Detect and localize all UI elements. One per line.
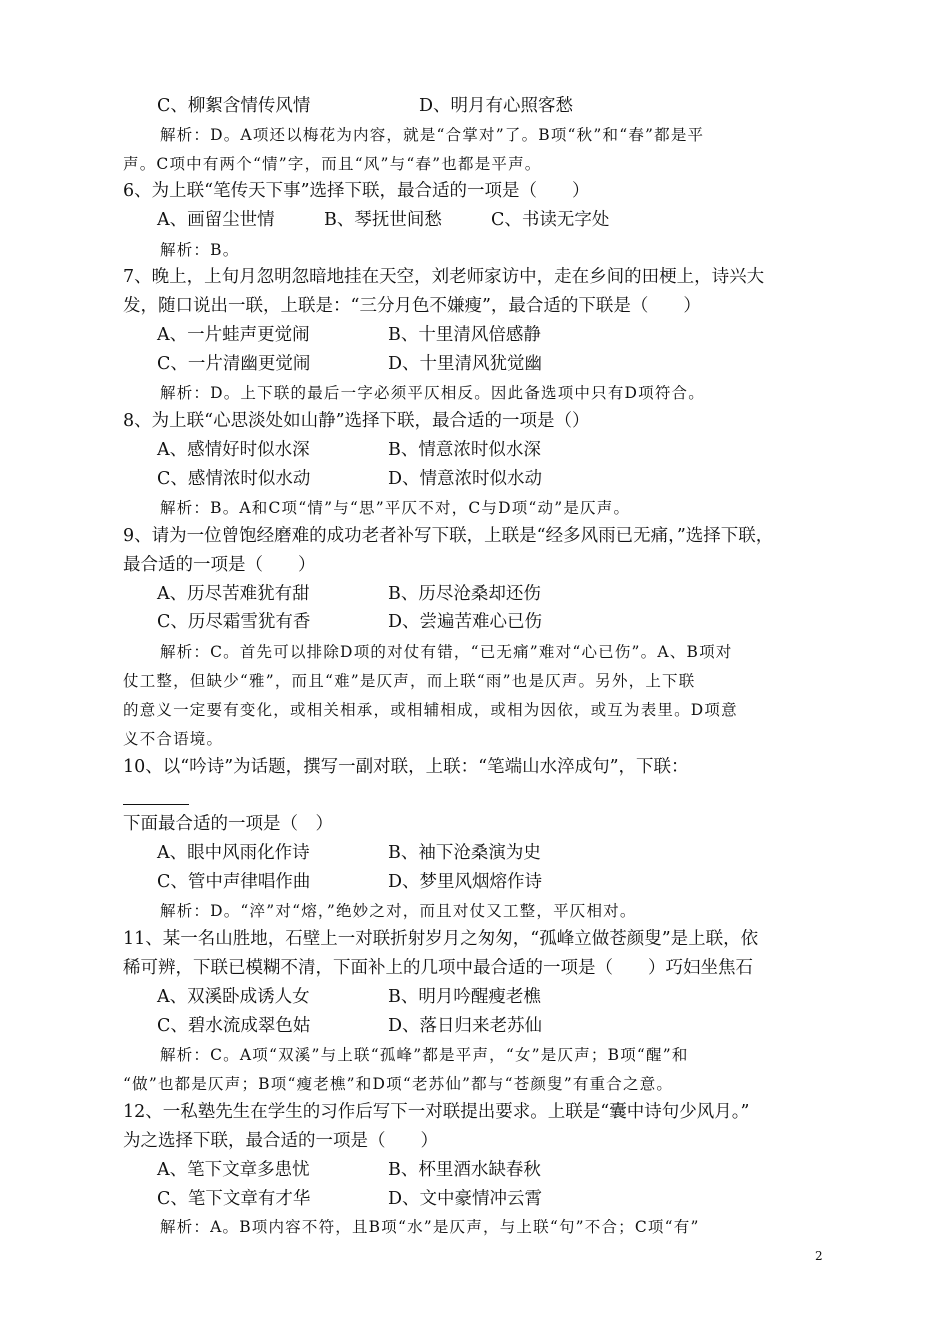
option-text: B、杯里酒水缺春秋	[388, 1160, 541, 1180]
option-text: D、尝遍苦难心已伤	[388, 612, 543, 632]
question-text: 6、为上联“笔传天下事”选择下联，最合适的一项是（ ）	[123, 181, 590, 201]
option-text: C、柳絮含情传风情	[157, 96, 311, 116]
analysis-text: 解析：D。上下联的最后一字必须平仄相反。因此备选项中只有D项符合。	[160, 384, 705, 402]
analysis-text: “做”也都是仄声；B项“瘦老樵”和D项“老苏仙”都与“苍颜叟”有重合之意。	[123, 1075, 674, 1093]
question-text: 稀可辨，下联已模糊不清，下面补上的几项中最合适的一项是（ ）巧妇坐焦石	[123, 958, 753, 978]
option-text: B、十里清风倍感静	[388, 325, 541, 345]
analysis-text: 声。C项中有两个“情”字，而且“风”与“春”也都是平声。	[123, 155, 542, 173]
option-text: D、情意浓时似水动	[388, 469, 543, 489]
option-text: A、一片蛙声更觉闹	[157, 325, 310, 345]
analysis-text: 解析：D。“淬”对“熔，”绝妙之对，而且对仗又工整，平仄相对。	[160, 902, 637, 920]
option-text: A、双溪卧成诱人女	[157, 987, 310, 1007]
analysis-text: 解析：B。A和C项“情”与“思”平仄不对，C与D项“动”是仄声。	[160, 499, 631, 517]
option-text: A、历尽苦难犹有甜	[157, 584, 310, 604]
option-text: A、眼中风雨化作诗	[157, 843, 310, 863]
question-text: 发，随口说出一联，上联是：“三分月色不嫌瘦”，最合适的下联是（ ）	[123, 296, 701, 316]
question-text: 9、请为一位曾饱经磨难的成功老者补写下联，上联是“经多风雨已无痛，”选择下联，	[123, 526, 774, 546]
option-text: C、书读无字处	[491, 210, 610, 230]
page-number: 2	[815, 1249, 823, 1263]
option-text: C、一片清幽更觉闹	[157, 354, 311, 374]
analysis-text: 解析：C。首先可以排除D项的对仗有错，“已无痛”难对“心已伤”。A、B项对	[160, 643, 733, 661]
analysis-text: 解析：B。	[160, 241, 240, 259]
question-text: 11、某一名山胜地，石壁上一对联折射岁月之匆匆，“孤峰立做苍颜叟”是上联，依	[123, 929, 759, 949]
analysis-text: 仗工整，但缺少“雅”，而且“难”是仄声，而上联“雨”也是仄声。另外，上下联	[123, 672, 696, 690]
analysis-text: 义不合语境。	[123, 730, 224, 748]
option-text: C、感情浓时似水动	[157, 469, 311, 489]
analysis-text: 解析：D。A项还以梅花为内容，就是“合掌对”了。B项“秋”和“春”都是平	[160, 126, 705, 144]
option-text: B、情意浓时似水深	[388, 440, 541, 460]
analysis-text: 的意义一定要有变化，或相关相承，或相辅相成，或相为因依，或互为表里。D项意	[123, 701, 738, 719]
analysis-text: 解析：C。A项“双溪”与上联“孤峰”都是平声，“女”是仄声；B项“醒”和	[160, 1046, 689, 1064]
option-text: D、十里清风犹觉幽	[388, 354, 543, 374]
option-text: C、管中声律唱作曲	[157, 872, 311, 892]
answer-blank-line	[123, 804, 189, 805]
question-text: 10、以“吟诗”为话题，撰写一副对联，上联：“笔端山水淬成句”，下联：	[123, 757, 689, 777]
option-text: D、落日归来老苏仙	[388, 1016, 543, 1036]
question-text: 最合适的一项是（ ）	[123, 555, 316, 575]
question-text: 7、晚上，上旬月忽明忽暗地挂在天空，刘老师家访中，走在乡间的田梗上，诗兴大	[123, 267, 765, 287]
question-text: 8、为上联“心思淡处如山静”选择下联，最合适的一项是（）	[123, 411, 590, 431]
option-text: A、感情好时似水深	[157, 440, 310, 460]
option-text: C、历尽霜雪犹有香	[157, 612, 311, 632]
analysis-text: 解析：A。B项内容不符，且B项“水”是仄声，与上联“句”不合；C项“有”	[160, 1218, 700, 1236]
option-text: C、笔下文章有才华	[157, 1189, 311, 1209]
option-text: B、袖下沧桑演为史	[388, 843, 541, 863]
question-text: 12、一私塾先生在学生的习作后写下一对联提出要求。上联是“囊中诗句少风月。”	[123, 1102, 750, 1122]
option-text: A、画留尘世情	[157, 210, 275, 230]
option-text: D、文中豪情冲云霄	[388, 1189, 543, 1209]
option-text: B、历尽沧桑却还伤	[388, 584, 541, 604]
question-text: 为之选择下联，最合适的一项是（ ）	[123, 1131, 438, 1151]
option-text: D、梦里风烟熔作诗	[388, 872, 543, 892]
option-text: B、琴抚世间愁	[324, 210, 442, 230]
question-text: 下面最合适的一项是（ ）	[123, 814, 333, 834]
option-text: A、笔下文章多患忧	[157, 1160, 310, 1180]
option-text: C、碧水流成翠色姑	[157, 1016, 311, 1036]
option-text: B、明月吟醒瘦老樵	[388, 987, 541, 1007]
option-text: D、明月有心照客愁	[419, 96, 574, 116]
